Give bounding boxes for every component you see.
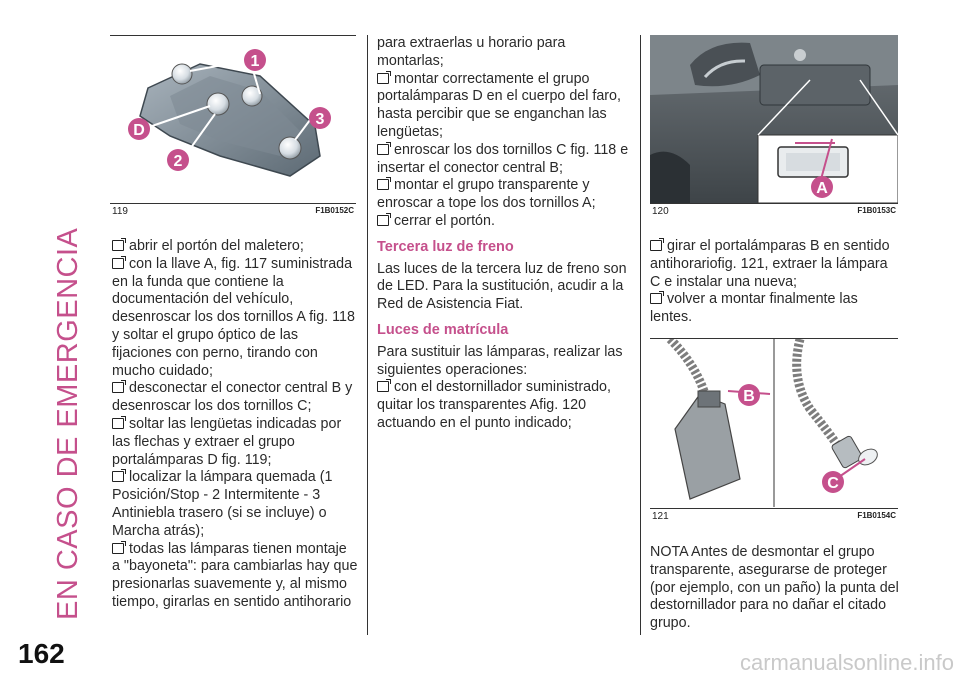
col2-item: cerrar el portón. bbox=[377, 213, 633, 231]
fig121-label-b: B bbox=[743, 388, 755, 405]
fig119-label-3: 3 bbox=[315, 111, 325, 128]
fig119-caption bbox=[112, 206, 354, 217]
col2-item: montar el grupo transparente y enroscar a tope los dos tornillos A; bbox=[377, 177, 596, 212]
fig121-code: F1B0154C bbox=[857, 511, 896, 520]
bullet-icon bbox=[377, 179, 389, 190]
fig119-label-1: 1 bbox=[250, 53, 260, 70]
fig121-caption bbox=[652, 511, 896, 522]
fig120-bottom-rule bbox=[650, 203, 898, 204]
fig119-number: 119 bbox=[112, 206, 128, 217]
bullet-icon bbox=[112, 471, 124, 482]
bullet-icon bbox=[112, 240, 124, 251]
figure-121 bbox=[650, 339, 898, 507]
col2-item: montar correctamente el grupo portalámparas D en el cuerpo del faro, hasta percibir que se enganchan las lengüetas; bbox=[377, 70, 621, 140]
bullet-icon bbox=[377, 381, 389, 392]
fig119-bottom-rule bbox=[110, 203, 356, 204]
fig120-caption bbox=[652, 206, 896, 217]
fig121-bottom-rule bbox=[650, 508, 898, 509]
bullet-icon bbox=[650, 240, 662, 251]
column-divider-2 bbox=[640, 35, 641, 635]
bullet-icon bbox=[650, 293, 662, 304]
column-2 bbox=[377, 35, 633, 433]
bullet-icon bbox=[112, 418, 124, 429]
column-3-upper bbox=[650, 238, 900, 327]
col1-item: soltar las lengüetas indicadas por las flechas y extraer el grupo portalámparas D fig. 119; bbox=[112, 415, 342, 468]
heading-plate-lights: Luces de matrícula bbox=[377, 321, 509, 338]
plate-intro-text: Para sustituir las lámparas, realizar las siguientes operaciones: bbox=[377, 343, 623, 378]
col1-item: todas las lámparas tienen montaje a "bayoneta": para cambiarlas hay que presionarlas suavemente y, al mismo tiempo, girarlas en sentido antihorario bbox=[112, 540, 358, 610]
figure-120 bbox=[650, 35, 898, 203]
fig120-number: 120 bbox=[652, 206, 669, 217]
third-brake-text: Las luces de la tercera luz de freno son de LED. Para la sustitución, acudir a la Red de Asistencia Fiat. bbox=[377, 260, 627, 313]
column-1 bbox=[112, 238, 358, 612]
bullet-icon bbox=[112, 258, 124, 269]
bullet-icon bbox=[112, 382, 124, 393]
watermark: carmanualsonline.info bbox=[739, 650, 954, 675]
note-text: NOTA Antes de desmontar el grupo transparente, asegurarse de proteger (por ejemplo, con un paño) la punta del destornillador para no dañar el citado grupo. bbox=[650, 544, 899, 632]
fig121-number: 121 bbox=[652, 511, 669, 522]
col1-item: desconectar el conector central B y desenroscar los dos tornillos C; bbox=[112, 380, 353, 415]
col2-plate-item: con el destornillador suministrado, quitar los transparentes Afig. 120 actuando en el punto indicado; bbox=[377, 379, 611, 431]
col2-continuation: para extraerlas u horario para montarlas; bbox=[377, 35, 566, 69]
fig119-label-2: 2 bbox=[173, 153, 183, 170]
col3-item: girar el portalámparas B en sentido antihorariofig. 121, extraer la lámpara C e instalar una nueva; bbox=[650, 238, 890, 290]
figure-119 bbox=[110, 36, 356, 202]
column-divider-1 bbox=[367, 35, 368, 635]
col1-item: con la llave A, fig. 117 suministrada en la funda que contiene la documentación del vehículo, desenroscar los dos tornillos A fig. 118 y soltar el grupo óptico de las fijaciones con perno, tirando con mucho cuidado; bbox=[112, 255, 355, 379]
col2-item: enroscar los dos tornillos C fig. 118 e insertar el conector central B; bbox=[377, 141, 629, 176]
bullet-icon bbox=[377, 73, 389, 84]
fig119-code: F1B0152C bbox=[315, 206, 354, 215]
col3-item: volver a montar finalmente las lentes. bbox=[650, 291, 858, 326]
section-title-text: EN CASO DE EMERGENCIA bbox=[52, 227, 84, 620]
col1-item: localizar la lámpara quemada (1 Posición/Stop - 2 Intermitente - 3 Antiniebla trasero (si se incluye) o Marcha atrás); bbox=[112, 469, 333, 539]
column-3-note bbox=[650, 544, 900, 633]
fig120-label-a: A bbox=[816, 180, 828, 197]
fig119-label-d: D bbox=[133, 122, 145, 139]
heading-third-brake-light: Tercera luz de freno bbox=[377, 238, 514, 255]
bullet-icon bbox=[377, 215, 389, 226]
fig120-code: F1B0153C bbox=[857, 206, 896, 215]
fig121-label-c: C bbox=[827, 475, 839, 492]
col1-item: abrir el portón del maletero; bbox=[112, 238, 358, 256]
bullet-icon bbox=[377, 144, 389, 155]
bullet-icon bbox=[112, 543, 124, 554]
page-number: 162 bbox=[18, 638, 65, 669]
